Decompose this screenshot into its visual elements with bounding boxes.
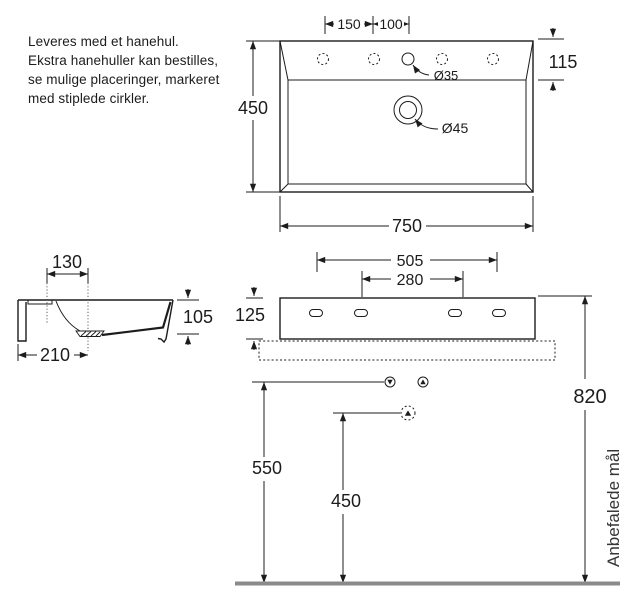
optional-tap-hole-icon [318,54,329,65]
supply-height-label: 550 [251,458,283,478]
inner-slot-spacing-label: 280 [396,272,424,289]
drain-diameter-label: Ø45 [441,120,469,136]
fixing-slot-icon [355,310,368,317]
basin-front-slope [56,301,80,331]
fixing-slot-icon [310,310,323,317]
front-height-label: 125 [234,305,266,325]
fixing-slot-icon [449,310,462,317]
tap-offset-label: 130 [51,252,83,272]
drain-hole-icon [394,96,422,124]
dim-150-label: 150 [337,16,361,32]
side-left-wall [18,300,26,341]
tap-hole-leader [413,65,429,75]
tap-hole-diameter-label: Ø35 [433,68,459,83]
front-outline [280,298,535,339]
top-view-width-label: 750 [391,216,423,236]
water-supply-icon [418,377,428,387]
deck-depth-label: 115 [548,52,578,72]
top-view [238,13,577,236]
top-view-height-label: 450 [237,98,269,118]
optional-tap-hole-icon [488,54,499,65]
basin-bottom-slope [102,302,171,335]
basin-depth-label: 105 [182,307,214,327]
rim-height-label: 820 [573,386,607,408]
side-view [18,252,213,365]
note-line: Leveres med et hanehul. [28,34,179,49]
dim-100-label: 100 [379,16,403,32]
drain-hole-inner-icon [400,102,417,119]
drain-leader [415,119,438,129]
outer-slot-spacing-label: 505 [396,253,424,270]
drain-height-label: 450 [330,491,362,511]
countertop-dashed-outline [259,341,555,360]
note-line: se mulige placeringer, markeret [28,72,220,87]
tap-hole-icon [402,53,414,65]
front-view [235,252,555,360]
note-line: med stiplede cirkler. [28,91,150,106]
total-depth-label: 210 [39,345,71,365]
optional-tap-hole-icon [369,54,380,65]
drain-connection-icon [401,406,415,420]
fixing-slot-icon [493,310,506,317]
water-supply-icon [385,377,395,387]
drain-section-hatch [76,331,104,337]
optional-tap-hole-icon [437,54,448,65]
note-line: Ekstra hanehuller kan bestilles, [28,53,219,68]
centerlines [47,283,88,351]
recommended-dimensions-label: Anbefalede mål [604,448,623,567]
